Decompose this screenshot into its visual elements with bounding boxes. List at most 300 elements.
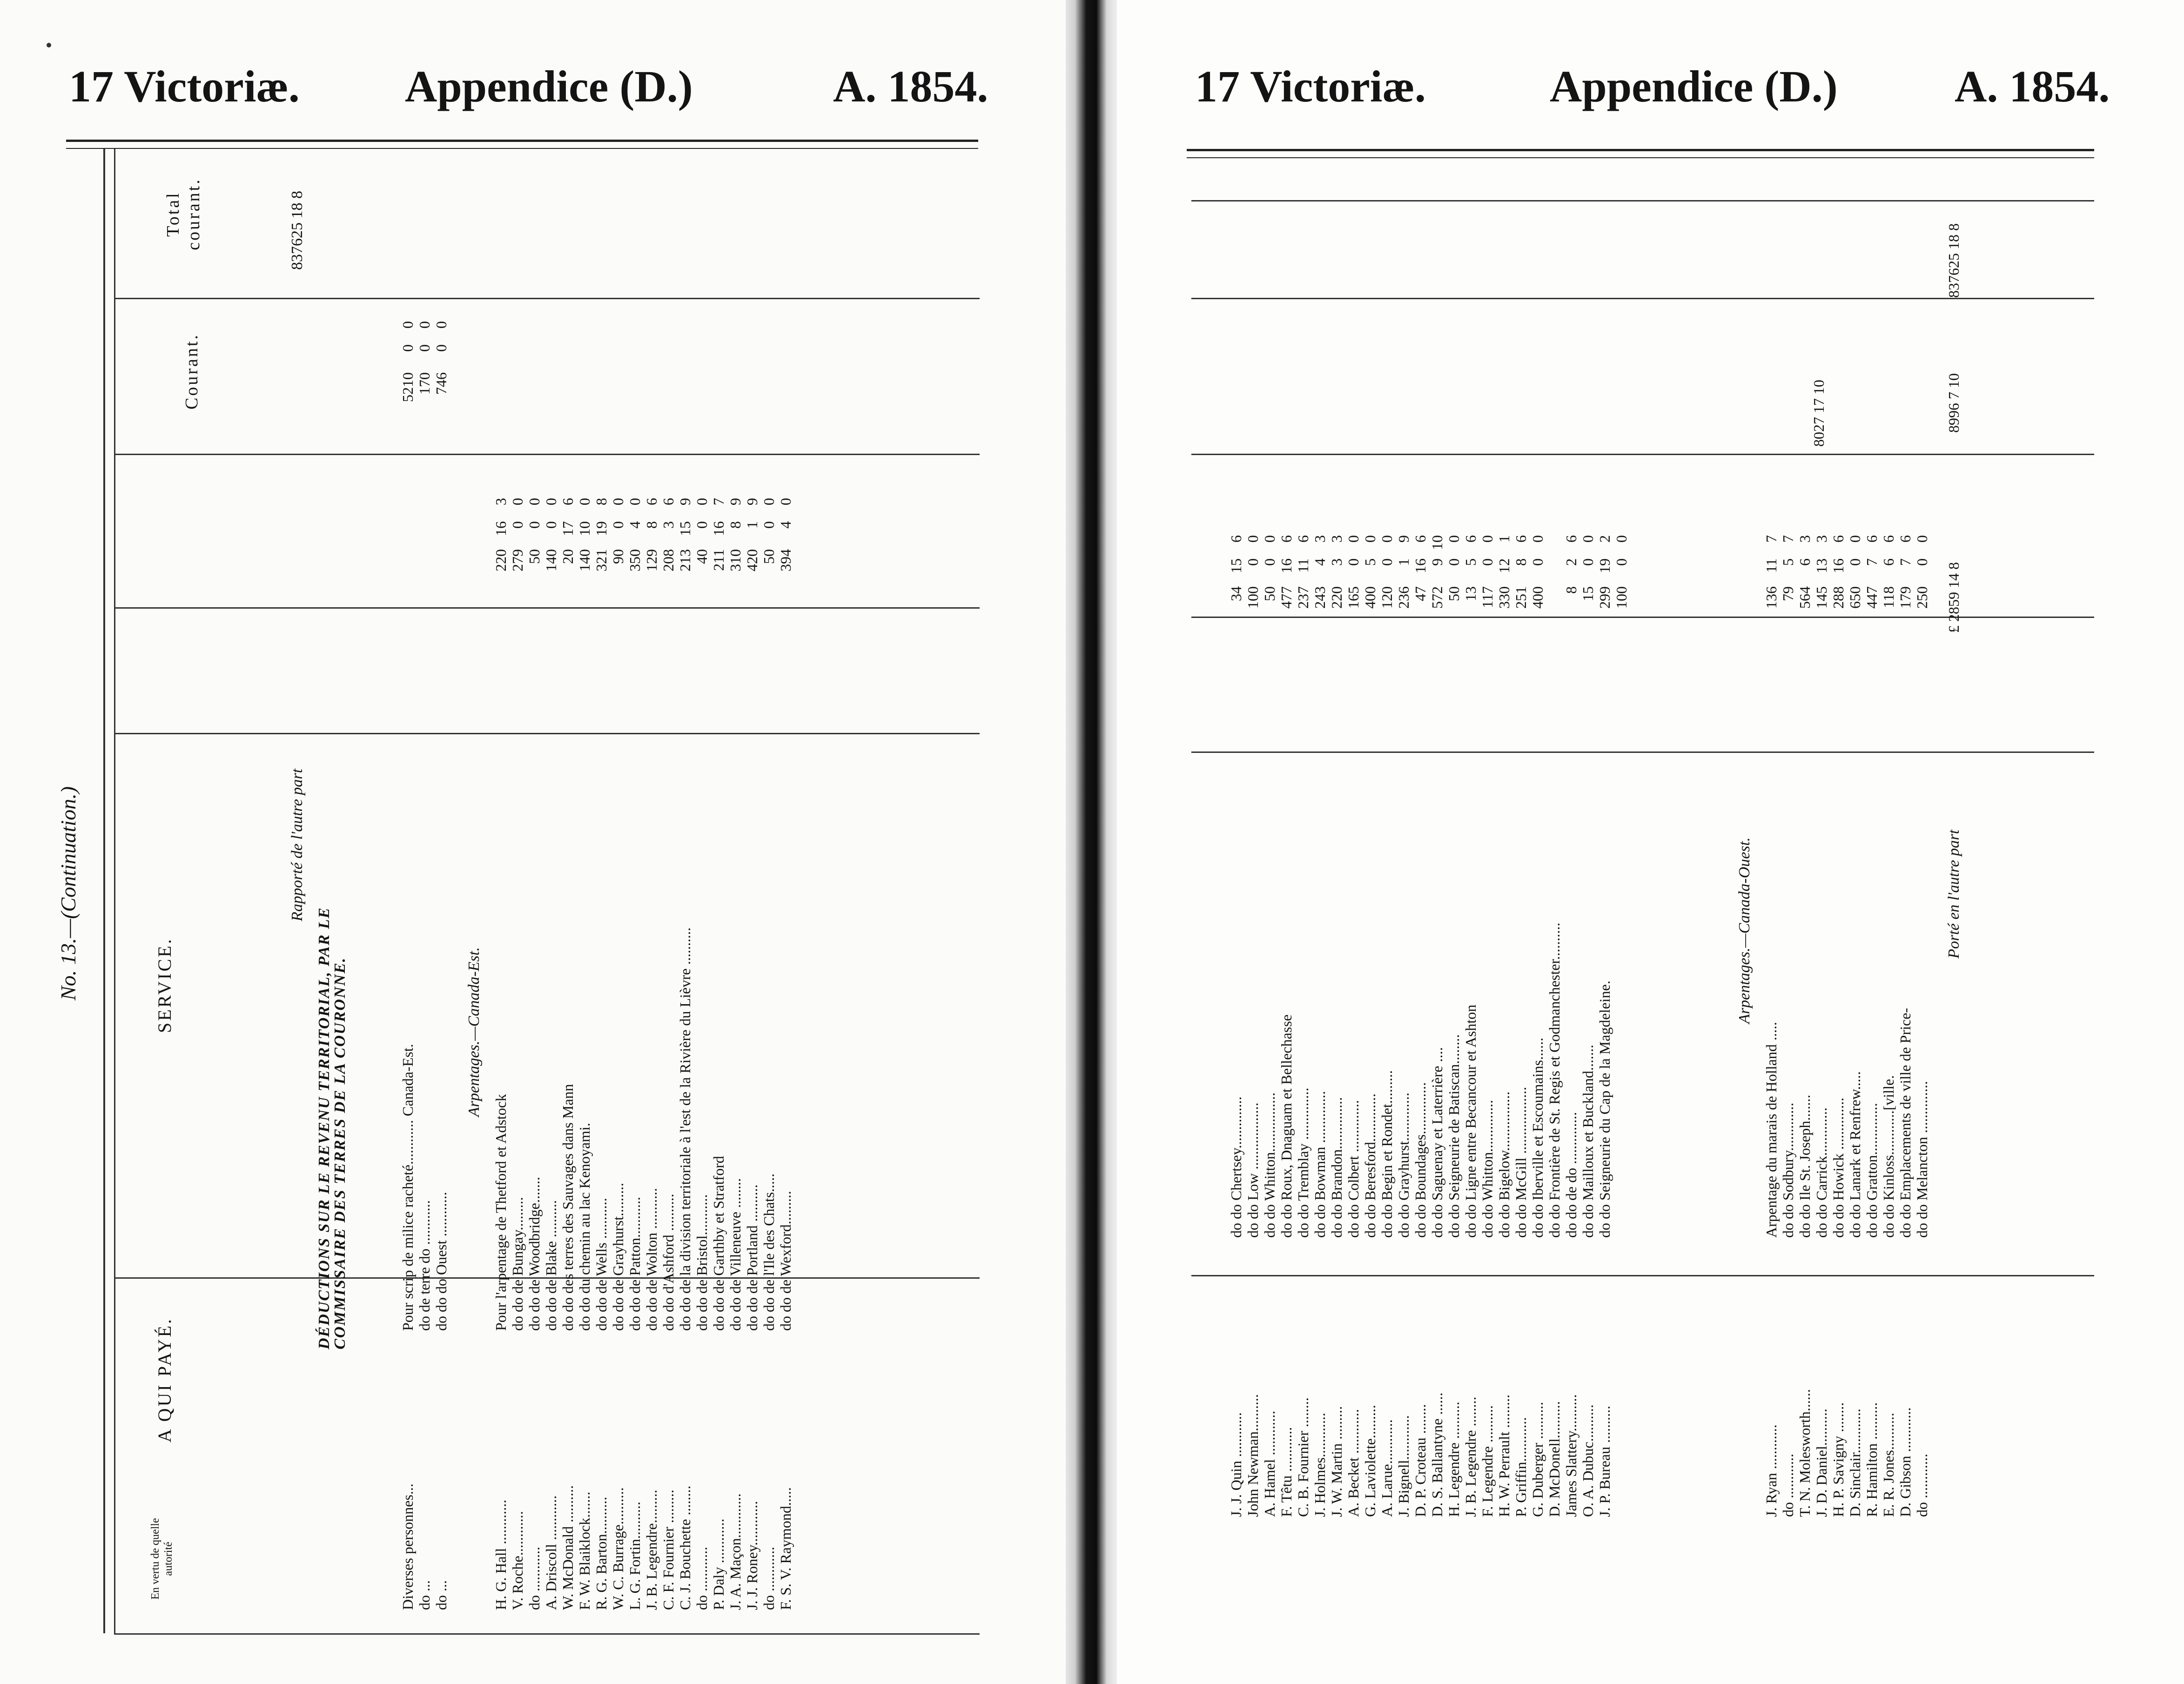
amount-shillings: 19 [593,521,610,536]
amount-pounds: 50 [526,549,543,564]
amount-shillings: 13 [1813,558,1830,573]
amount-pence: 0 [509,498,526,505]
amount-pounds: 90 [610,549,626,564]
right-page [1117,0,2184,1684]
amount-shillings: 6 [1880,558,1897,566]
payee-cell: G. Duberger .......... [1529,1402,1546,1517]
amount-pence: 6 [1462,535,1479,543]
service-cell: do do Bowman .............. [1311,1091,1328,1238]
header-title: Appendice (D.) [405,61,693,111]
amount-pounds: 165 [1345,586,1362,609]
payee-cell: do ............ [1914,1454,1930,1517]
amount-pounds: 321 [593,549,610,571]
amount-pence: 8 [593,498,610,505]
service-cell: do do Grayhurst............. [1395,1093,1412,1238]
amount-shillings: 9 [1429,558,1445,566]
amount-pence: 0 [1345,535,1362,543]
amount-pounds: 145 [1813,586,1830,609]
service-cell: do do de Woodbridge....... [526,1176,543,1331]
amount-pounds: 129 [643,549,660,571]
amount-pence: 6 [660,498,677,505]
service-cell: do do de Portland .......... [744,1184,760,1331]
amount-pence: 6 [1278,535,1295,543]
left-page [0,0,1066,1684]
payee-cell: F. Têtu ............ [1278,1427,1295,1517]
payee-cell: A. Larue............ [1378,1419,1395,1517]
payee-cell: A. Becket ............ [1345,1409,1362,1517]
amount-shillings: 0 [1847,558,1863,566]
amount-pence: 0 [760,498,777,505]
amount-shillings: 16 [1412,558,1429,573]
amount-pence: 6 [1897,535,1914,543]
amount-shillings: 11 [1295,558,1311,573]
payee-cell: R. Hamilton .......... [1863,1402,1880,1517]
service-cell: do do du chemin au lac Kenoyami. [576,1123,593,1331]
amount-pounds: 350 [626,549,643,571]
carried-pounds: 2859 [1945,592,1962,622]
total-shillings: 18 [1945,235,1962,249]
payee-cell: D. P. Croteau ........ [1412,1404,1429,1517]
amount-pounds: 477 [1278,586,1295,609]
service-cell: do do de Wexford......... [777,1191,794,1331]
service-cell: do do Whitton.............. [1479,1100,1496,1238]
amount-pence: 10 [1429,535,1445,550]
service-cell: do do Whitton................ [1261,1092,1278,1238]
amount-pence: 3 [1328,535,1345,543]
section-title: Arpentages.—Canada-Ouest. [1736,837,1753,1024]
payee-cell: V. Roche............ [509,1511,526,1610]
amount-pounds: 50 [760,549,777,564]
payee-cell: J. J. Quin ............ [1228,1412,1244,1517]
amount-pounds: 118 [1880,586,1897,608]
amount-pounds: 299 [1596,586,1613,609]
service-cell: do do d'Ashford .......... [660,1194,677,1331]
carried-section-total [1945,562,1962,633]
amount-pounds: 117 [1479,586,1496,608]
amount-shillings: 0 [509,521,526,529]
carried-forward-label: Porté en l'autre part [1945,829,1962,959]
payee-cell: T. N. Molesworth...... [1796,1389,1813,1517]
amount-pence: 0 [626,498,643,505]
total-pence: 8 [289,191,306,199]
amount-shillings: 0 [1244,558,1261,566]
service-cell: do do de Wells ........... [593,1198,610,1331]
amount-shillings: 2 [1563,558,1579,566]
amount-shillings: 17 [559,521,576,536]
amount-pence: 0 [576,498,593,505]
service-cell: do do Brandon.............. [1328,1097,1345,1238]
amount-pounds: 79 [1780,586,1796,601]
amount-pence: 6 [1512,535,1529,543]
subtotal-pence: 10 [1810,380,1827,395]
amount-pence: 3 [1813,535,1830,543]
amount-pounds: 400 [1362,586,1378,609]
payee-cell: H. Legendre .......... [1445,1402,1462,1517]
payee-cell: R. G. Barton.......... [593,1496,610,1610]
service-cell: Pour l'arpentage de Thetford et Adstock [492,1094,509,1331]
amount-shillings: 0 [543,521,559,529]
service-cell: do do de Blake .......... [543,1200,559,1331]
payee-cell: C. B. Fournier ........ [1295,1397,1311,1517]
amount-shillings: 8 [643,521,660,529]
amount-pence: 9 [1395,535,1412,543]
amount-shillings: 7 [1897,558,1914,566]
payee-cell: D. McDonell.......... [1546,1401,1563,1517]
amount-pence: 6 [1830,535,1847,543]
amount-pence: 6 [1880,535,1897,543]
payee-cell: H. G. Hall ............ [492,1499,509,1610]
service-cell: do do Roux, Dnaguam et Bellechasse [1278,1014,1295,1238]
amount-shillings: 1 [1395,558,1412,566]
amount-shillings: 5 [1462,558,1479,566]
amount-pounds: 47 [1412,586,1429,601]
amount-pence: 6 [1563,535,1579,543]
amount-shillings: 0 [526,521,543,529]
amount-pounds: 13 [1462,586,1479,601]
amount-pence: 6 [1863,535,1880,543]
band-line [114,1633,980,1635]
payee-cell: J. D. Daniel.......... [1813,1409,1830,1517]
amount-shillings: 5 [1780,558,1796,566]
amount-shillings: 19 [1596,558,1613,573]
amount-pence: 9 [677,498,693,505]
service-cell: do do Ligne entre Becancour et Ashton [1462,1004,1479,1238]
amount-pounds: 50 [1261,586,1278,601]
service-cell: do do Tremblay .............. [1295,1087,1311,1238]
courant-header: Courant. [182,333,202,409]
amount-pounds: 650 [1847,586,1863,609]
amount-shillings: 3 [660,521,677,529]
amount-pounds: 120 [1378,586,1395,609]
amount-pence: 6 [1228,535,1244,543]
courant-shillings: 7 [1945,392,1962,399]
payee-cell: do ............ [693,1547,710,1610]
subtotal-pounds: 8027 [1810,417,1827,447]
service-cell: do do Howick .............. [1830,1097,1847,1238]
payee-cell: D. Sinclair............ [1847,1409,1863,1517]
header-session: 17 Victoriæ. [1195,61,1426,111]
service-cell: do do Beresford............. [1362,1093,1378,1238]
table-title: No. 13.—(Continuation.) [56,786,80,1000]
service-cell: do do de Bristol........... [693,1194,710,1331]
payee-cell: J. A. Maçon............ [727,1493,744,1610]
service-cell: do do Sodbury............. [1780,1102,1796,1238]
service-cell: do do Bigelow................ [1496,1091,1512,1238]
payee-header: A QUI PAYÉ. [154,1317,175,1442]
amount-pounds: 208 [660,549,677,571]
carried-shillings: 14 [1945,573,1962,588]
payee-cell: do ............ [526,1547,543,1610]
amount-shillings: 0 [610,521,626,529]
amount-shillings: 7 [1863,558,1880,566]
amount-shillings: 16 [1830,558,1847,573]
total-pence: 8 [1945,223,1962,231]
amount-pounds: 5210 [399,372,416,402]
service-cell: Pour scrip de milice racheté............ Canada-Est. [399,1044,416,1331]
amount-shillings: 0 [433,344,450,352]
payee-cell: P. Daly ............ [710,1518,727,1610]
amount-shillings: 5 [1362,558,1378,566]
amount-shillings: 12 [1496,558,1512,573]
amount-pence: 3 [492,498,509,505]
amount-pounds: 100 [1613,586,1630,609]
amount-shillings: 0 [1579,558,1596,566]
amount-shillings: 1 [744,521,760,529]
amount-pounds: 34 [1228,586,1244,601]
section2-rows [493,214,912,1610]
payee-cell: James Slattery.......... [1563,1394,1579,1517]
book-gutter [1066,0,1117,1684]
service-cell: do do Saguenay et Laterrière .... [1429,1047,1445,1238]
service-cell: do do de Wolton ........... [643,1188,660,1331]
amount-shillings: 4 [626,521,643,529]
payee-cell: F. S. V. Raymond..... [777,1487,794,1610]
ink-spot [47,43,51,47]
service-cell: do do McGill .................. [1512,1087,1529,1238]
amount-pence: 1 [1496,535,1512,543]
amount-pence: 0 [1244,535,1261,543]
amount-shillings: 10 [576,521,593,536]
amount-pence: 0 [610,498,626,505]
amount-pence: 0 [1445,535,1462,543]
payee-cell: J. Ryan ............ [1763,1424,1780,1517]
payee-cell: C. J. Bouchette ........ [677,1485,693,1610]
service-cell: do do de do .............. [1563,1112,1579,1238]
payee-cell: J. J. Roney............ [744,1501,760,1610]
payee-cell: E. R. Jones.......... [1880,1413,1897,1517]
authority-header: En vertu de quelle autorité [149,1518,175,1600]
amount-shillings: 8 [1512,558,1529,566]
amount-pence: 6 [559,498,576,505]
service-cell: do do de Bungay......... [509,1197,526,1331]
payee-cell: do ............ [1780,1454,1796,1517]
payee-cell: J. P. Bureau .......... [1596,1405,1613,1517]
amount-shillings: 11 [1763,558,1780,573]
amount-pence: 0 [416,321,433,329]
amount-pence: 0 [1378,535,1395,543]
amount-shillings: 0 [399,344,416,352]
payee-cell: F. W. Blaiklock....... [576,1491,593,1610]
brought-forward-label: Rapporté de l'autre part [289,768,306,921]
amount-pence: 6 [1412,535,1429,543]
amount-shillings: 6 [1796,558,1813,566]
service-cell: do do Emplacements de ville de Price- [1897,1007,1914,1238]
amount-shillings: 8 [727,521,744,529]
amount-pounds: 237 [1295,586,1311,609]
amount-pence: 0 [1847,535,1863,543]
payee-cell: A. Driscoll ............ [543,1495,559,1610]
service-cell: do do Gratton.............. [1863,1103,1880,1238]
service-cell: do do Seigneurie de Batiscan........ [1445,1034,1462,1238]
courant-pounds: 8996 [1945,403,1962,433]
carried-total [1945,223,1962,298]
header-title: Appendice (D.) [1550,61,1838,111]
amount-pence: 0 [1362,535,1378,543]
amount-pounds: 279 [509,549,526,571]
amount-pounds: 447 [1863,586,1880,609]
payee-cell: G. Laviolette......... [1362,1405,1378,1517]
total-shillings: 18 [289,202,306,219]
service-cell: do do Colbert .............. [1345,1100,1362,1238]
amount-pence: 3 [1796,535,1813,543]
amount-pounds: 8 [1563,586,1579,594]
amount-pence: 0 [1613,535,1630,543]
amount-pounds: 40 [693,549,710,564]
amount-pounds: 213 [677,549,693,571]
payee-cell: W. C. Burrage.......... [610,1487,626,1610]
total-pounds: 837625 [289,222,306,270]
amount-shillings: 0 [416,344,433,352]
amount-pounds: 394 [777,549,794,571]
amount-shillings: 0 [1479,558,1496,566]
amount-pounds: 236 [1395,586,1412,609]
amount-shillings: 0 [1529,558,1546,566]
service-cell: do do des terres des Sauvages dans Mann [559,1084,576,1331]
amount-pounds: 179 [1897,586,1914,609]
amount-pounds: 564 [1796,586,1813,609]
payee-cell: do ... [416,1580,433,1610]
amount-pence: 7 [1780,535,1796,543]
payee-cell: L. G. Fortin.......... [626,1502,643,1610]
header-session: 17 Victoriæ. [69,61,300,111]
amount-pence: 2 [1596,535,1613,543]
pound-sign: £ [1945,625,1962,633]
service-cell: do do Melancton .............. [1914,1081,1930,1238]
amount-pounds: 15 [1579,586,1596,601]
section1-title: DÉDUCTIONS SUR LE REVENU TERRITORIAL, PAR LE COMMISSAIRE DES TERRES DE LA COURONNE. [316,906,349,1349]
service-cell: do do Kinloss............[ville. [1880,1075,1897,1238]
amount-pounds: 100 [1244,586,1261,609]
payee-cell: H. W. Perrault ......... [1496,1394,1512,1517]
service-cell: Arpentage du marais de Holland ..... [1763,1022,1780,1238]
payee-cell: J. Holmes............ [1311,1413,1328,1517]
amount-pence: 0 [1529,535,1546,543]
amount-shillings: 15 [677,521,693,536]
amount-pence: 7 [710,498,727,505]
payee-cell: P. Griffin............ [1512,1417,1529,1517]
amount-pence: 0 [1261,535,1278,543]
amount-pence: 0 [693,498,710,505]
service-cell: do do de Villeneuve ........ [727,1178,744,1331]
service-cell: do do Chertsey.............. [1228,1096,1244,1238]
amount-pounds: 50 [1445,586,1462,601]
amount-shillings: 3 [1328,558,1345,566]
service-cell: do do do Ouest ............ [433,1192,450,1331]
amount-pence: 0 [526,498,543,505]
service-cell: do do Carrick............. [1813,1107,1830,1238]
amount-shillings: 16 [710,521,727,536]
payee-cell: J. B. Legendre ........ [1462,1396,1479,1517]
amount-pounds: 310 [727,549,744,571]
payee-cell: J. B. Legendre......... [643,1489,660,1610]
service-cell: do do Iberville et Escoumains...... [1529,1037,1546,1238]
service-cell: do do de la division territoriale à l'est de la Rivière du Lièvre .......... [677,927,693,1331]
payee-cell: C. F. Fournier ......... [660,1489,677,1610]
amount-pounds: 243 [1311,586,1328,609]
header-year: A. 1854. [1955,61,2110,111]
payee-cell: do ... [433,1580,450,1610]
carried-pence: 8 [1945,562,1962,570]
amount-pounds: 572 [1429,586,1445,609]
amount-shillings: 16 [1278,558,1295,573]
payee-cell: John Newman.......... [1244,1394,1261,1517]
amount-pence: 6 [1295,535,1311,543]
payee-cell: J. Bignell............ [1395,1415,1412,1517]
amount-shillings: 0 [760,521,777,529]
amount-shillings: 15 [1228,558,1244,573]
amount-pounds: 288 [1830,586,1847,609]
amount-shillings: 0 [1378,558,1395,566]
amount-pence: 9 [727,498,744,505]
amount-shillings: 0 [1345,558,1362,566]
payee-cell: D. S. Ballantyne ...... [1429,1392,1445,1517]
amount-pounds: 140 [543,549,559,571]
right-table [1191,144,2076,1517]
subtotal-shillings: 17 [1810,398,1827,413]
amount-pence: 3 [1311,535,1328,543]
amount-pounds: 220 [492,549,509,571]
amount-pounds: 20 [559,549,576,564]
service-cell: do do Seigneurie du Cap de la Magdeleine. [1596,980,1613,1238]
payee-cell: W. McDonald .......... [559,1485,576,1610]
amount-pounds: 420 [744,549,760,571]
service-cell: do do Ile St. Joseph....... [1796,1094,1813,1238]
amount-pounds: 251 [1512,586,1529,609]
amount-shillings: 4 [1311,558,1328,566]
amount-pounds: 170 [416,372,433,395]
payee-cell: O. A. Dubuc.......... [1579,1404,1596,1517]
total-pounds: 837625 [1945,253,1962,298]
service-cell: do do de Patton........... [626,1197,643,1331]
section2-title: Arpentages.—Canada-Est. [465,947,483,1117]
amount-pounds: 330 [1496,586,1512,609]
amount-pence: 0 [1914,535,1930,543]
service-cell: do do Begin et Rondet......... [1378,1070,1395,1238]
amount-pence: 7 [1763,535,1780,543]
right-section-rows [1764,168,1959,1517]
service-header: SERVICE. [154,937,175,1033]
amount-shillings: 0 [1613,558,1630,566]
service-cell: do do Frontière de St. Regis et Godmanchester.......... [1546,922,1563,1238]
service-cell: do do Lanark et Renfrew..... [1847,1071,1863,1238]
header-year: A. 1854. [833,61,988,111]
payee-cell: F. Legendre .......... [1479,1405,1496,1517]
amount-pounds: 136 [1763,586,1780,609]
amount-shillings: 4 [777,521,794,529]
amount-pounds: 211 [710,549,727,571]
service-cell: do do de l'Ile des Chats..... [760,1173,777,1331]
amount-pounds: 400 [1529,586,1546,609]
amount-pounds: 140 [576,549,593,571]
left-table [28,149,982,1629]
amount-pence: 0 [1579,535,1596,543]
amount-pence: 0 [543,498,559,505]
service-cell: do do Boundages.............. [1412,1082,1429,1238]
service-cell: do de terre do ............ [416,1200,433,1331]
section1-rows [400,214,456,1610]
payee-cell: D. Gibson ............ [1897,1407,1914,1517]
amount-pounds: 250 [1914,586,1930,609]
amount-pence: 0 [1479,535,1496,543]
total-header: Total courant. [163,178,203,250]
amount-shillings: 0 [1445,558,1462,566]
payee-cell: do ............ [760,1547,777,1610]
amount-shillings: 0 [1261,558,1278,566]
amount-pence: 0 [777,498,794,505]
service-cell: do do Low .................. [1244,1102,1261,1238]
payee-cell: A. Hamel ............ [1261,1410,1278,1517]
amount-pence: 9 [744,498,760,505]
